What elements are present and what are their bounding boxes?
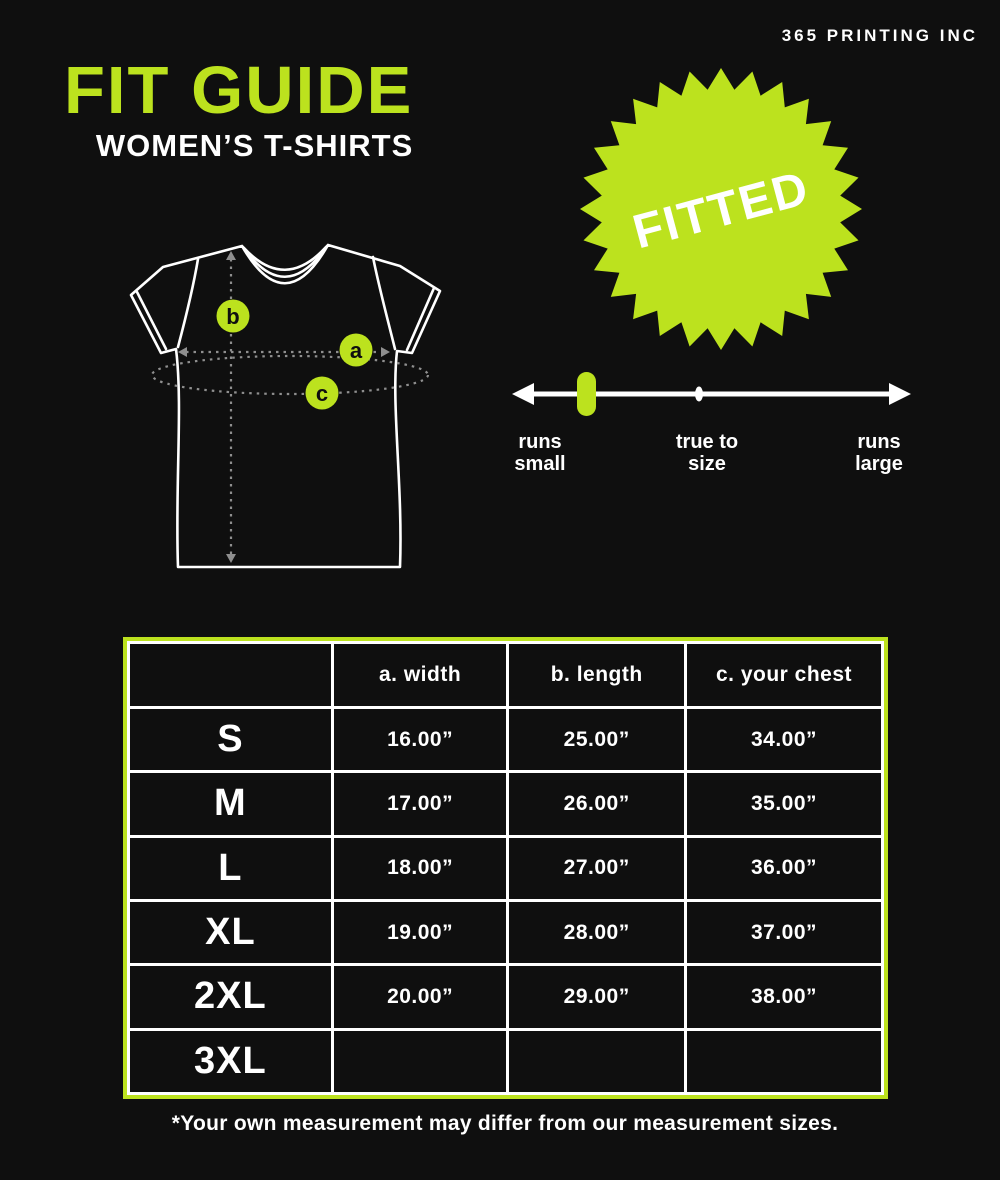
arrowhead-right-icon — [381, 347, 390, 357]
size-label: 3XL — [130, 1031, 331, 1092]
chest-value: 35.00” — [687, 773, 881, 834]
tshirt-diagram — [115, 235, 455, 580]
column-header-chest: c. your chest — [687, 644, 881, 706]
left-armhole-seam — [178, 259, 198, 347]
size-label: S — [130, 709, 331, 770]
length-value: 25.00” — [509, 709, 684, 770]
page-title: FIT GUIDE — [64, 53, 414, 128]
width-value: 18.00” — [334, 838, 507, 899]
title-block — [64, 53, 414, 164]
right-cuff-line — [407, 288, 434, 350]
chest-value: 36.00” — [687, 838, 881, 899]
chest-value: 37.00” — [687, 902, 881, 963]
size-label: XL — [130, 902, 331, 963]
width-value: 19.00” — [334, 902, 507, 963]
right-armhole-seam — [373, 257, 395, 349]
collar-middle-line — [243, 246, 327, 277]
badge-label: FITTED — [627, 161, 816, 260]
scale-marker-pill — [577, 372, 596, 416]
length-value: 27.00” — [509, 838, 684, 899]
arrowhead-left-icon — [178, 347, 187, 357]
scale-center-dot — [695, 387, 703, 402]
scale-label-line: large — [855, 452, 903, 475]
scale-label-line: size — [688, 452, 726, 475]
fit-scale — [505, 360, 925, 440]
length-value: 26.00” — [509, 773, 684, 834]
column-header-width: a. width — [334, 644, 507, 706]
column-header-length: b. length — [509, 644, 684, 706]
arrowhead-down-icon — [226, 554, 236, 563]
scale-label-line: small — [514, 452, 566, 475]
left-cuff-line — [137, 292, 166, 349]
scale-label-runs-small — [504, 432, 576, 475]
column-header-empty — [130, 644, 331, 706]
chest-measure-ellipse — [152, 356, 428, 394]
fitted-badge — [571, 59, 871, 359]
size-label: L — [130, 838, 331, 899]
scale-label-runs-large — [843, 432, 915, 475]
width-value: 20.00” — [334, 966, 507, 1027]
length-value: 28.00” — [509, 902, 684, 963]
marker-b-letter: b — [226, 304, 240, 329]
scale-arrow-right-icon — [889, 383, 911, 405]
size-label: M — [130, 773, 331, 834]
tshirt-outline — [131, 245, 440, 567]
length-value — [509, 1031, 684, 1092]
width-value: 17.00” — [334, 773, 507, 834]
page-subtitle: WOMEN’S T-SHIRTS — [95, 128, 414, 164]
length-value: 29.00” — [509, 966, 684, 1027]
chest-value: 34.00” — [687, 709, 881, 770]
chest-value: 38.00” — [687, 966, 881, 1027]
scale-arrow-left-icon — [512, 383, 534, 405]
size-label: 2XL — [130, 966, 331, 1027]
marker-c-letter: c — [315, 381, 329, 406]
scale-label-true-to-size — [667, 432, 747, 475]
chest-value — [687, 1031, 881, 1092]
footnote: *Your own measurement may differ from our measurement sizes. — [171, 1112, 839, 1135]
marker-a-letter: a — [349, 338, 363, 363]
brand-name: 365 PRINTING INC — [781, 26, 978, 45]
size-table — [123, 637, 888, 1099]
width-value: 16.00” — [334, 709, 507, 770]
scale-label-line: runs — [518, 431, 562, 453]
width-value — [334, 1031, 507, 1092]
scale-label-line: runs — [857, 431, 901, 453]
arrowhead-up-icon — [226, 251, 236, 260]
scale-label-line: true to — [675, 431, 739, 453]
